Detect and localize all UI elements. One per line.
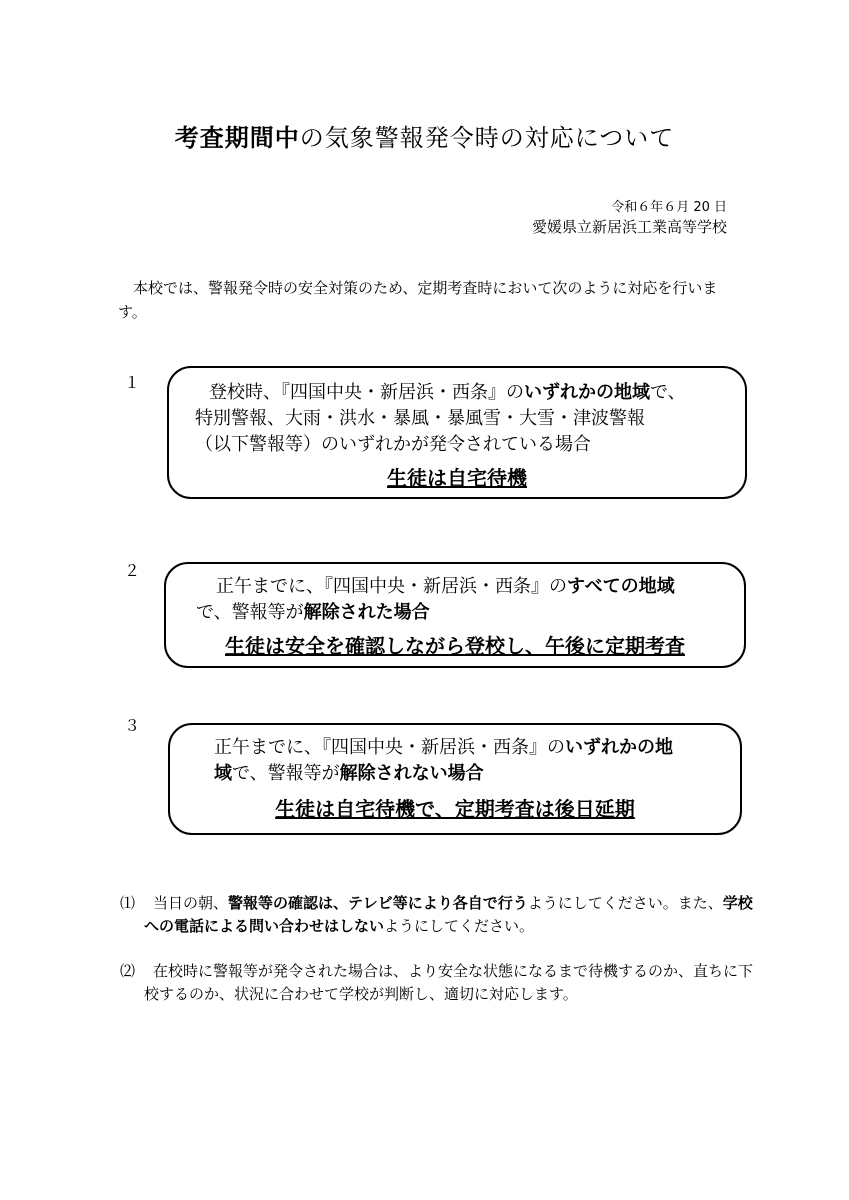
school-name: 愛媛県立新居浜工業高等学校	[531, 218, 727, 236]
note-1: ⑴ 当日の朝、警報等の確認は、テレビ等により各自で行うようにしてください。また、学校への電話による問い合わせはしないようにしてください。	[120, 894, 753, 935]
case-1-result: 生徒は自宅待機	[387, 466, 527, 490]
case-3-line-1: 正午までに、『四国中央・新居浜・西条』のいずれかの地	[214, 737, 673, 758]
case-2-result: 生徒は安全を確認しながら登校し、午後に定期考査	[225, 634, 685, 658]
issue-date: 令和６年６月 20 日	[611, 200, 727, 215]
case-3-box	[168, 723, 742, 835]
title-bold: 考査期間中	[174, 124, 300, 152]
case-1-box	[167, 366, 747, 499]
case-1-line-2: 特別警報、大雨・洪水・暴風・暴風雪・大雪・津波警報	[195, 408, 645, 429]
case-1-number: １	[124, 373, 141, 392]
note-2: ⑵ 在校時に警報等が発令された場合は、より安全な状態になるまで待機するのか、直ちに下校するのか、状況に合わせて学校が判断し、適切に対応します。	[120, 962, 754, 1003]
intro-paragraph: 本校では、警報発令時の安全対策のため、定期考査時において次のように対応を行います。	[118, 279, 718, 321]
case-2-box	[164, 562, 746, 668]
title-rest: の気象警報発令時の対応について	[299, 124, 675, 152]
case-2-line-1: 正午までに、『四国中央・新居浜・西条』のすべての地域	[216, 576, 675, 597]
case-3-result: 生徒は自宅待機で、定期考査は後日延期	[275, 797, 635, 821]
case-2-line-2: で、警報等が解除された場合	[196, 602, 430, 623]
case-3-line-2: 域で、警報等が解除されない場合	[214, 763, 484, 784]
case-1-line-1: 登校時、『四国中央・新居浜・西条』のいずれかの地域で、	[209, 382, 686, 403]
case-2-number: ２	[124, 561, 141, 580]
page-title	[0, 118, 849, 153]
case-1-line-3: （以下警報等）のいずれかが発令されている場合	[195, 434, 591, 455]
case-3-number: ３	[124, 716, 141, 735]
